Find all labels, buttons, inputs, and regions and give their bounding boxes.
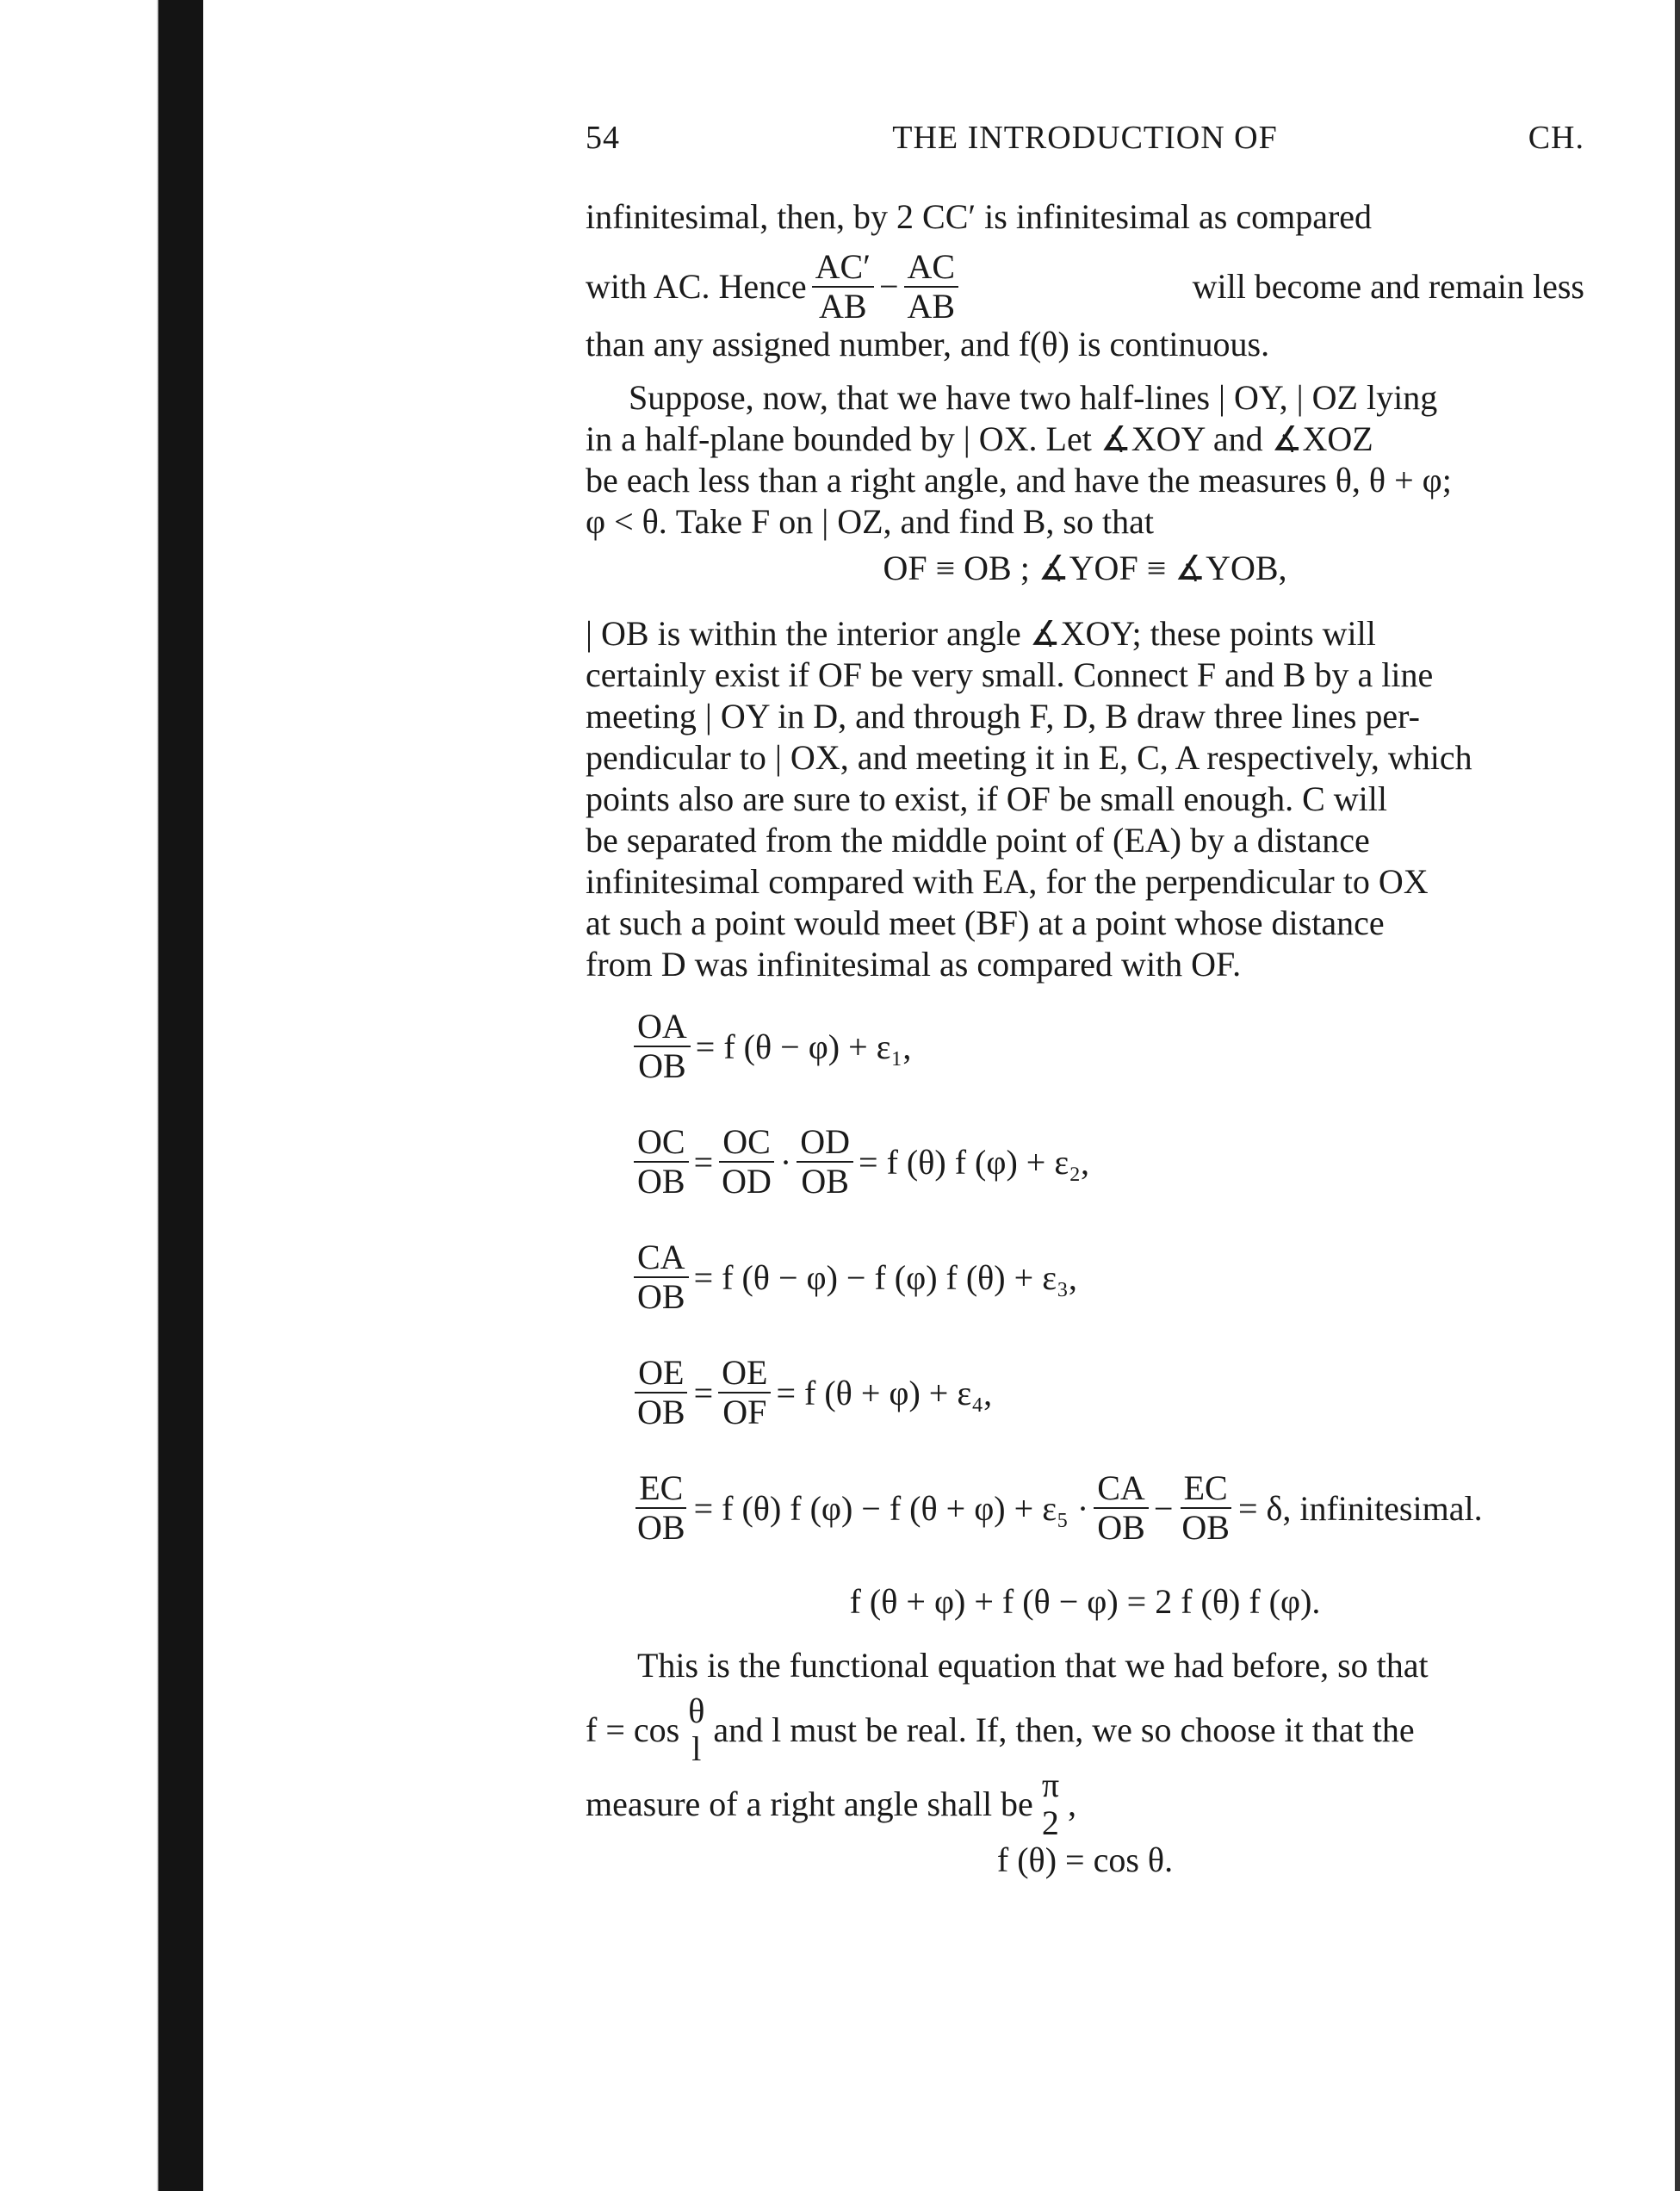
numerator: OA [634,1008,691,1047]
chapter-abbrev: CH. [1528,120,1584,156]
text-line: be each less than a right angle, and have the measures θ, θ + φ; [586,461,1452,500]
fraction [1094,1469,1149,1547]
denominator: AB [819,287,867,326]
denominator: AB [907,287,956,326]
text-fragment: , [1068,1784,1077,1823]
text-line: φ < θ. Take F on | OZ, and find B, so that [586,502,1154,541]
denominator: OB [637,1508,685,1547]
minus-sign: − [878,267,899,306]
minus-sign: − [1153,1488,1174,1528]
text-line: than any assigned number, and f(θ) is continuous. [586,325,1270,363]
running-header [586,119,1584,162]
text-line: be separated from the middle point of (EA) by a distance [586,821,1370,860]
numerator: π [1041,1766,1060,1804]
denominator: OB [637,1162,685,1201]
display-equation-2: f (θ + φ) + f (θ − φ) = 2 f (θ) f (φ). [849,1582,1321,1621]
text-line: This is the functional equation that we had before, so that [637,1646,1429,1685]
text-line: in a half-plane bounded by | OX. Let ∡XOY and ∡XOZ [586,419,1373,458]
denominator: 2 [1041,1803,1059,1842]
equation-rhs: = f (θ + φ) + ε₄, [776,1373,993,1412]
equation-1 [629,1008,911,1085]
paragraph-1 [586,196,1584,365]
denominator: l [691,1729,702,1768]
text-fragment: measure of a right angle shall be [586,1784,1033,1823]
text-line-fraction [586,247,1584,326]
denominator: OB [1181,1508,1230,1547]
fraction [812,248,874,326]
paragraph-3 [586,613,1584,985]
numerator: CA [1094,1469,1149,1509]
numerator: OE [635,1354,687,1393]
fraction [718,1123,775,1201]
fraction [797,1123,853,1201]
equation-rhs: = f (θ) f (φ) − f (θ + φ) + ε₅ · [693,1488,1089,1528]
fraction [718,1354,771,1431]
text-line: at such a point would meet (BF) at a point whose distance [586,903,1385,942]
numerator: CA [634,1238,689,1278]
equation-3 [629,1238,1077,1316]
display-equation-1: OF ≡ OB ; ∡YOF ≡ ∡YOB, [883,549,1287,587]
equals-sign: = [693,1142,714,1182]
denominator: OB [638,1046,686,1085]
denominator: OB [1097,1508,1145,1547]
paragraph-2 [586,377,1584,543]
equation-rhs: = f (θ) f (φ) + ε₂, [859,1142,1090,1182]
equation-rhs: = f (θ − φ) − f (φ) f (θ) + ε₃, [693,1257,1077,1297]
running-title: THE INTRODUCTION OF [892,120,1278,156]
text-line-fraction [586,1767,1584,1841]
denominator: OD [722,1162,772,1201]
fraction [1178,1469,1233,1547]
paragraph-4 [586,1645,1584,1841]
numerator: AC [904,248,959,288]
display-equation-final: f (θ) = cos θ. [996,1840,1174,1879]
text-line: points also are sure to exist, if OF be small enough. C will [586,779,1387,818]
denominator: OB [637,1277,685,1316]
text-line: Suppose, now, that we have two half-lines | OY, | OZ lying [629,378,1438,417]
equation-tail: = δ, infinitesimal. [1237,1488,1483,1528]
fraction [685,1692,708,1768]
fraction [904,248,959,326]
equation-rhs: = f (θ − φ) + ε₁, [695,1027,912,1066]
text-line: infinitesimal compared with EA, for the perpendicular to OX [586,862,1429,901]
fraction [634,1238,689,1316]
numerator: OE [718,1354,771,1393]
page-binding-shadow [158,0,203,2191]
numerator: OC [719,1123,774,1163]
numerator: OD [797,1123,853,1163]
text-line: infinitesimal, then, by 2 CC′ is infinitesimal as compared [586,197,1373,236]
fraction [634,1469,689,1547]
page-edge-right [1675,0,1680,2191]
fraction [634,1354,689,1431]
numerator: EC [635,1469,686,1509]
numerator: AC′ [812,248,874,288]
text-line: certainly exist if OF be very small. Connect F and B by a line [586,655,1434,694]
text-fragment: with AC. Hence [586,267,807,306]
text-line: from D was infinitesimal as compared with OF. [586,945,1242,984]
text-line: meeting | OY in D, and through F, D, B draw three lines per- [586,697,1420,736]
equation-5 [629,1469,1483,1547]
dot-operator: · [779,1142,792,1182]
text-line: pendicular to | OX, and meeting it in E, C, A respectively, which [586,738,1472,777]
numerator: OC [634,1123,689,1163]
text-line: | OB is within the interior angle ∡XOY; these points will [586,614,1376,653]
text-fragment: and l must be real. If, then, we so choose it that the [713,1710,1415,1749]
text-fragment: f = cos [586,1710,680,1749]
denominator: OB [801,1162,849,1201]
text-fragment: will become and remain less [1192,267,1584,306]
numerator: EC [1181,1469,1231,1509]
denominator: OB [637,1393,685,1431]
equals-sign: = [693,1373,714,1412]
fraction [1038,1766,1063,1842]
equation-4 [629,1354,992,1431]
denominator: OF [722,1393,767,1431]
fraction [634,1008,691,1085]
fraction [634,1123,689,1201]
numerator: θ [688,1691,705,1730]
equation-2 [629,1123,1089,1201]
page-number: 54 [586,120,620,156]
text-line-fraction [586,1693,1584,1767]
